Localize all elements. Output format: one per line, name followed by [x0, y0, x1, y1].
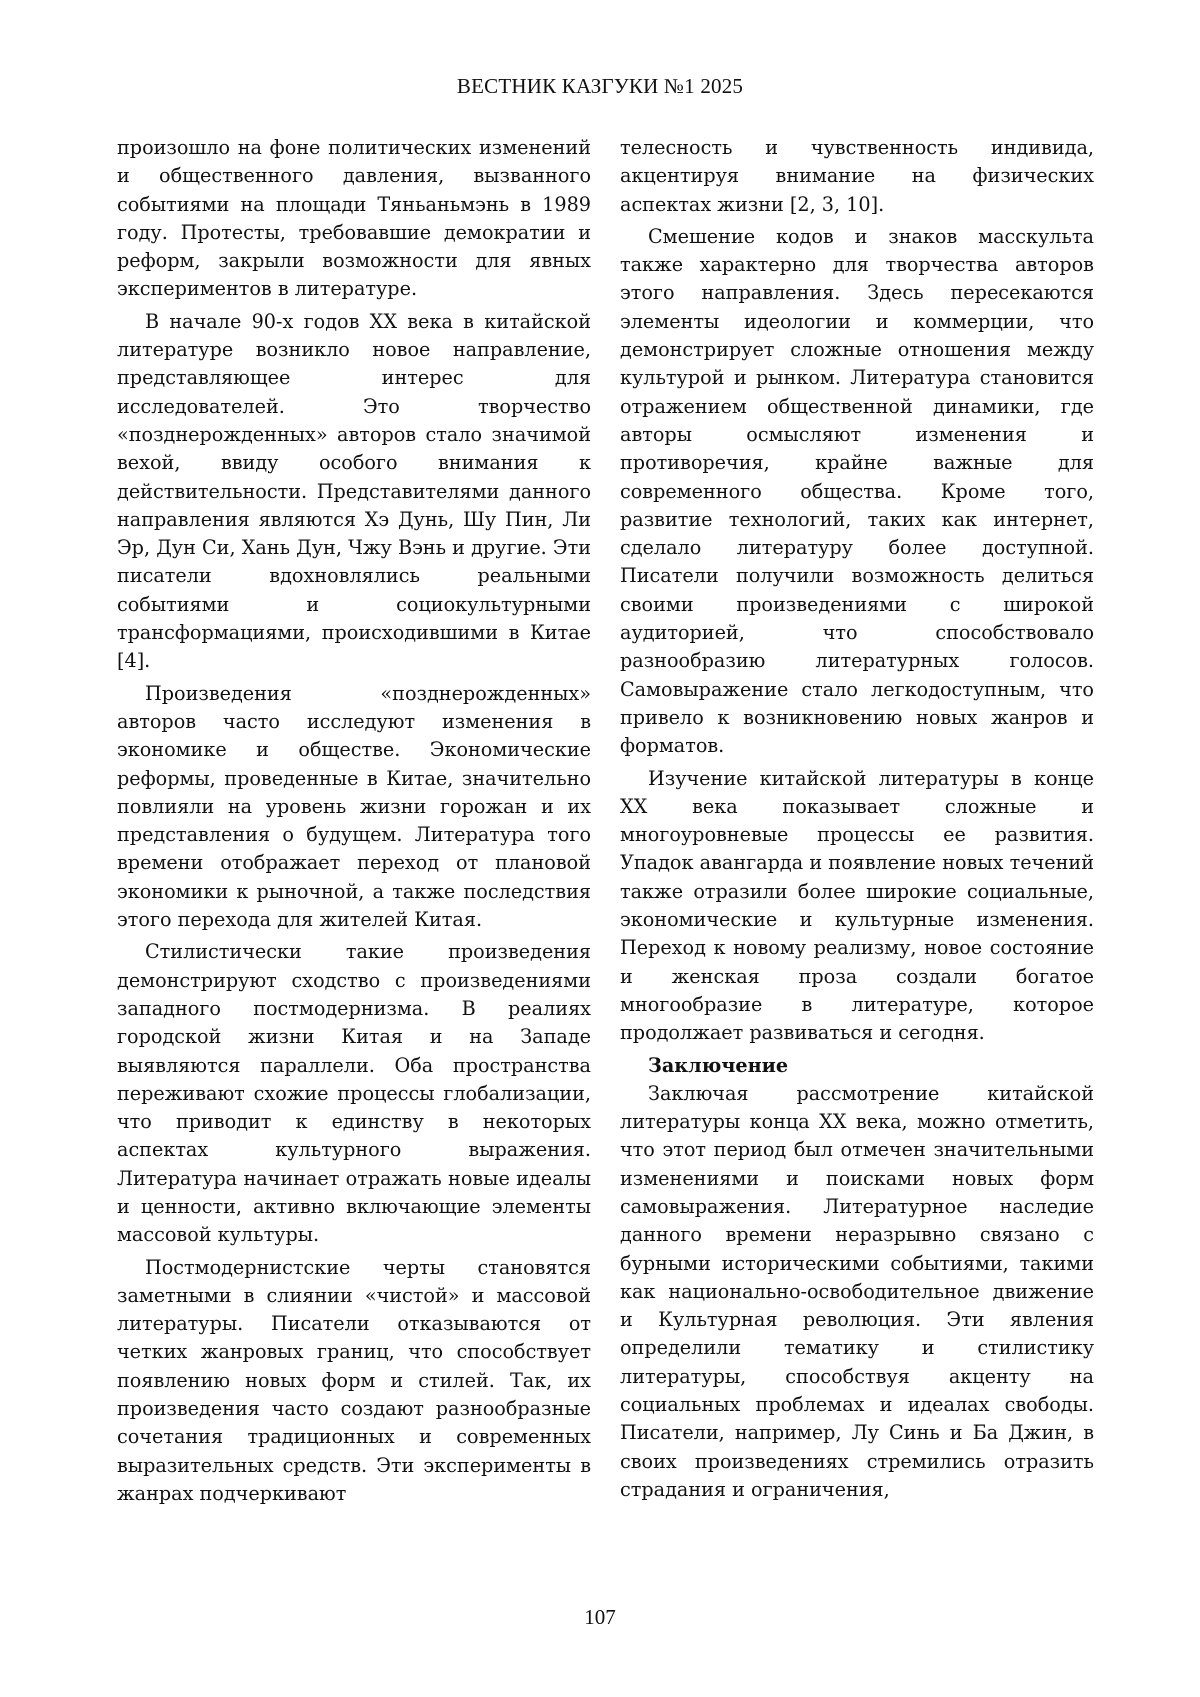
left-column — [117, 134, 591, 1512]
right-column — [620, 134, 1094, 1508]
body-paragraph: Постмодернистские черты становятся заметными в слиянии «чистой» и массовой литературы. Писатели отказываются от четких жанровых границ, что способствует появлению новых форм и стилей. Так, их произведения часто создают разнообразные сочетания традиционных и современных выразительных средств. Эти эксперименты в жанрах подчеркивают — [117, 1255, 591, 1505]
body-paragraph: Изучение китайской литературы в конце XX века показывает сложные и многоуровневые процессы ее развития. Упадок авангарда и появление новых течений также отразили более широкие социальные, экономические и культурные изменения. Переход к новому реализму, новое состояние и женская проза создали богатое многообразие в литературе, которое продолжает развиваться и сегодня. — [620, 766, 1094, 1045]
body-paragraph: произошло на фоне политических изменений и общественного давления, вызванного событиями на площади Тяньаньмэнь в 1989 году. Протесты, требовавшие демократии и реформ, закрыли возможности для явных экспериментов в литературе. — [117, 136, 591, 301]
body-paragraph: телесность и чувственность индивида, акцентируя внимание на физических аспектах жизни [2, 3, 10]. — [620, 136, 1094, 216]
running-header: ВЕСТНИК КАЗГУКИ №1 2025 — [456, 74, 744, 98]
page-number: 107 — [584, 1605, 616, 1629]
body-paragraph: В начале 90-х годов XX века в китайской литературе возникло новое направление, представляющее интерес для исследователей. Это творчество «позднерожденных» авторов стало значимой вехой, ввиду особого внимания к действительности. Представителями данного направления являются Хэ Дунь, Шу Пин, Ли Эр, Дун Си, Хань Дун, Чжу Вэнь и другие. Эти писатели вдохновлялись реальными событиями и социокультурными трансформациями, происходившими в Китае [4]. — [117, 309, 591, 673]
body-paragraph: Произведения «позднерожденных» авторов часто исследуют изменения в экономике и обществе. Экономические реформы, проведенные в Китае, значительно повлияли на уровень жизни горожан и их представления о будущем. Литература того времени отображает переход от плановой экономики к рыночной, а также последствия этого перехода для жителей Китая. — [117, 681, 591, 932]
section-heading-conclusion: Заключение — [648, 1053, 789, 1077]
body-paragraph: Смешение кодов и знаков масскульта также характерно для творчества авторов этого направления. Здесь пересекаются элементы идеологии и коммерции, что демонстрирует сложные отношения между культурой и рынком. Литература становится отражением общественной динамики, где авторы осмысляют изменения и противоречия, крайне важные для современного общества. Кроме того, развитие технологий, таких как интернет, сделало литературу более доступной. Писатели получили возможность делиться своими произведениями с широкой аудиторией, что способствовало разнообразию литературных голосов. Самовыражение стало легкодоступным, что привело к возникновению новых жанров и форматов. — [620, 224, 1094, 758]
body-paragraph: Заключая рассмотрение китайской литературы конца XX века, можно отметить, что этот период был отмечен значительными изменениями и поисками новых форм самовыражения. Литературное наследие данного времени неразрывно связано с бурными историческими событиями, такими как национально-освободительное движение и Культурная революция. Эти явления определили тематику и стилистику литературы, способствуя акценту на социальных проблемах и идеалах свободы. Писатели, например, Лу Синь и Ба Джин, в своих произведениях стремились отразить страдания и ограничения, — [620, 1081, 1094, 1501]
body-paragraph: Стилистически такие произведения демонстрируют сходство с произведениями западного постмодернизма. В реалиях городской жизни Китая и на Западе выявляются параллели. Оба пространства переживают схожие процессы глобализации, что приводит к единству в некоторых аспектах культурного выражения. Литература начинает отражать новые идеалы и ценности, активно включающие элементы массовой культуры. — [117, 940, 591, 1247]
